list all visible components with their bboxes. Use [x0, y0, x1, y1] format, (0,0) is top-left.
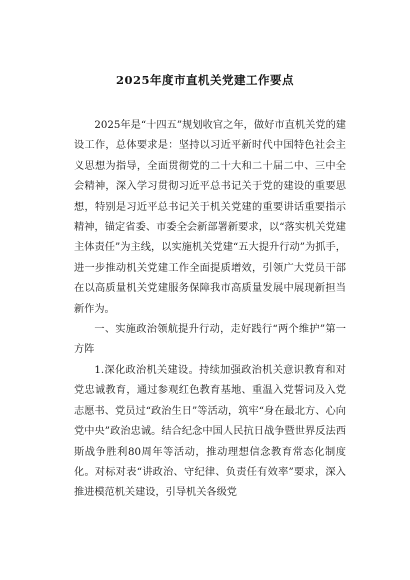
- item-paragraph: 1.深化政治机关建设。持续加强政治机关意识教育和对党忠诚教育，通过参观红色教育基地、重温入党誓词及入党志愿书、党员过“政治生日”等活动，筑牢“身在最北方、心向党中央”政治忠诚。结合纪念中国人民抗日战争暨世界反法西斯战争胜利80周年等活动，推动理想信念教育常态化制度化。对标对表“讲政治、守纪律、负责任有效率”要求，深入推进模范机关建设，引导机关各级党: [74, 364, 346, 499]
- document-title: 2025年度市直机关党建工作要点: [115, 73, 294, 87]
- intro-paragraph: 2025年是“十四五”规划收官之年，做好市直机关党的建设工作，总体要求是：坚持以习近平新时代中国特色社会主义思想为指导，全面贯彻党的二十大和二十届二中、三中全会精神，深入学习贯彻习近平总书记关于党的建设的重要思想，特别是习近平总书记关于机关党建的重要讲话重要指示精神，锚定省委、市委全会新部署新要求，以“落实机关党建主体责任”为主线，以实施机关党建“五大提升行动”为抓手，进一步推动机关党建工作全面提质增效，引领广大党员干部在以高质量机关党建服务保障我市高质量发展中展现新担当新作为。: [74, 120, 346, 315]
- document-body: [74, 116, 346, 504]
- section-heading: 一、实施政治领航提升行动，走好践行“两个维护”第一方阵: [74, 324, 346, 356]
